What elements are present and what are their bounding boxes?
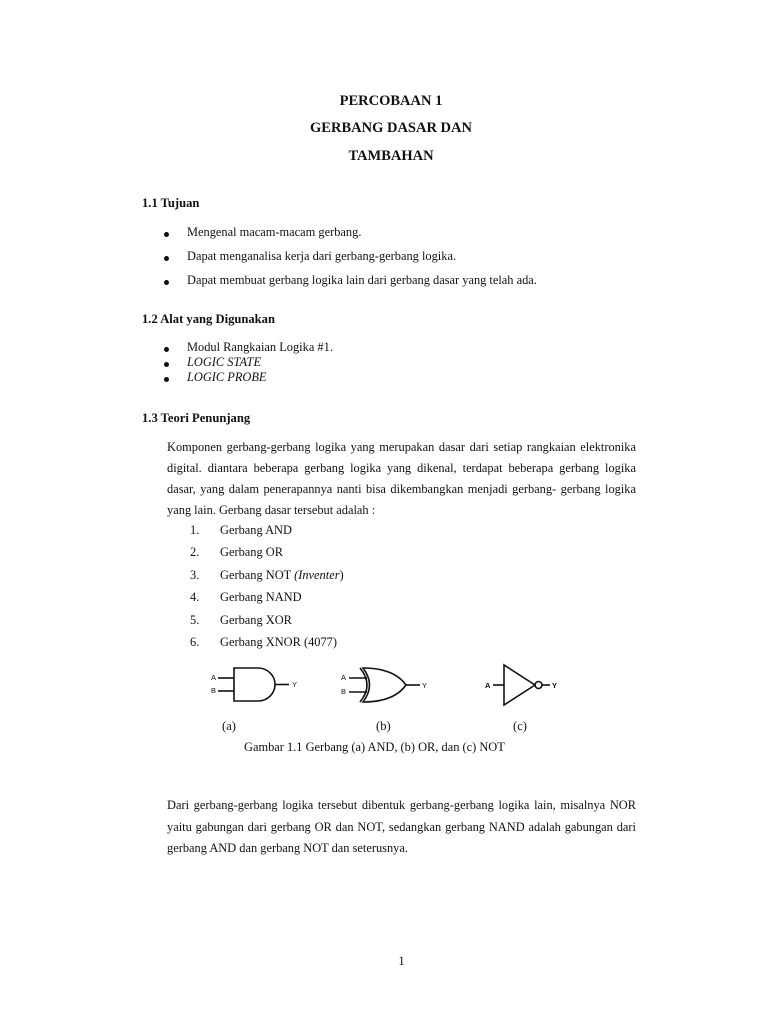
title-line-1: PERCOBAAN 1 (339, 93, 443, 109)
gate-list (190, 522, 344, 656)
section-heading-teori: 1.3 Teori Penunjang (142, 411, 251, 425)
or-input-a-label: A (341, 673, 347, 682)
and-gate-icon (218, 668, 289, 701)
list-number: 4. (190, 590, 200, 605)
list-text: Gerbang NAND (220, 590, 302, 605)
title-line-3: TAMBAHAN (348, 148, 434, 164)
list-item: Mengenal macam-macam gerbang. (162, 225, 537, 249)
list-number: 6. (190, 634, 200, 649)
list-item: LOGIC PROBE (162, 370, 333, 385)
title-line-2: GERBANG DASAR DAN (310, 120, 472, 136)
paragraph-intro: Komponen gerbang-gerbang logika yang merupakan dasar dari setiap rangkaian elektronika digital. diantara beberapa gerbang logika yang dikenal, terdapat beberapa gerbang logika dasar, yang dalam penerapannya nanti bisa dikembangkan menjadi gerbang- gerbang logika yang lain. Gerbang dasar tersebut adalah : (167, 440, 636, 517)
tujuan-list (162, 225, 537, 297)
list-text-italic: (Inventer (294, 567, 340, 582)
list-item (190, 544, 344, 566)
and-input-a-label: A (211, 673, 217, 682)
list-item (190, 522, 344, 544)
list-text: Gerbang XOR (220, 612, 292, 627)
section-heading-alat: 1.2 Alat yang Digunakan (142, 312, 275, 326)
list-item (190, 612, 344, 634)
not-gate-icon (493, 665, 550, 705)
list-text: Gerbang XNOR (4077) (220, 634, 337, 649)
list-item (190, 589, 344, 611)
alat-list (162, 340, 333, 385)
or-gate-icon (349, 668, 420, 702)
list-text-suffix: ) (339, 567, 344, 582)
list-text: Gerbang AND (220, 523, 292, 537)
list-number: 1. (190, 523, 200, 537)
list-number: 3. (190, 567, 200, 582)
and-input-b-label: B (211, 686, 217, 695)
logic-gates-figure (0, 660, 768, 720)
paragraph-closing: Dari gerbang-gerbang logika tersebut dibentuk gerbang-gerbang logika lain, misalnya NOR yaitu gabungan dari gerbang OR dan NOT, sedangkan gerbang NAND adalah gabungan dari gerbang AND dan gerbang NOT dan seterusnya. (167, 798, 636, 855)
not-output-y-label: Y (552, 681, 558, 690)
figure-label-c: (c) (513, 719, 527, 733)
list-item (190, 634, 344, 656)
list-item: Dapat menganalisa kerja dari gerbang-gerbang logika. (162, 249, 537, 273)
figure-label-a: (a) (222, 719, 236, 733)
list-number: 5. (190, 612, 200, 627)
list-text: Gerbang OR (220, 545, 283, 560)
list-text: Gerbang NOT (220, 567, 295, 582)
page-number: 1 (398, 954, 405, 968)
not-input-a-label: A (485, 681, 491, 690)
and-output-y-label: Y (292, 680, 298, 689)
list-item (190, 567, 344, 589)
list-number: 2. (190, 545, 200, 560)
figure-label-b: (b) (376, 719, 391, 733)
list-item: LOGIC STATE (162, 355, 333, 370)
section-heading-tujuan: 1.1 Tujuan (142, 196, 200, 210)
list-item: Modul Rangkaian Logika #1. (162, 340, 333, 355)
or-input-b-label: B (341, 687, 347, 696)
or-output-y-label: Y (422, 681, 428, 690)
figure-caption: Gambar 1.1 Gerbang (a) AND, (b) OR, dan (c) NOT (244, 740, 505, 754)
list-item: Dapat membuat gerbang logika lain dari gerbang dasar yang telah ada. (162, 273, 537, 297)
